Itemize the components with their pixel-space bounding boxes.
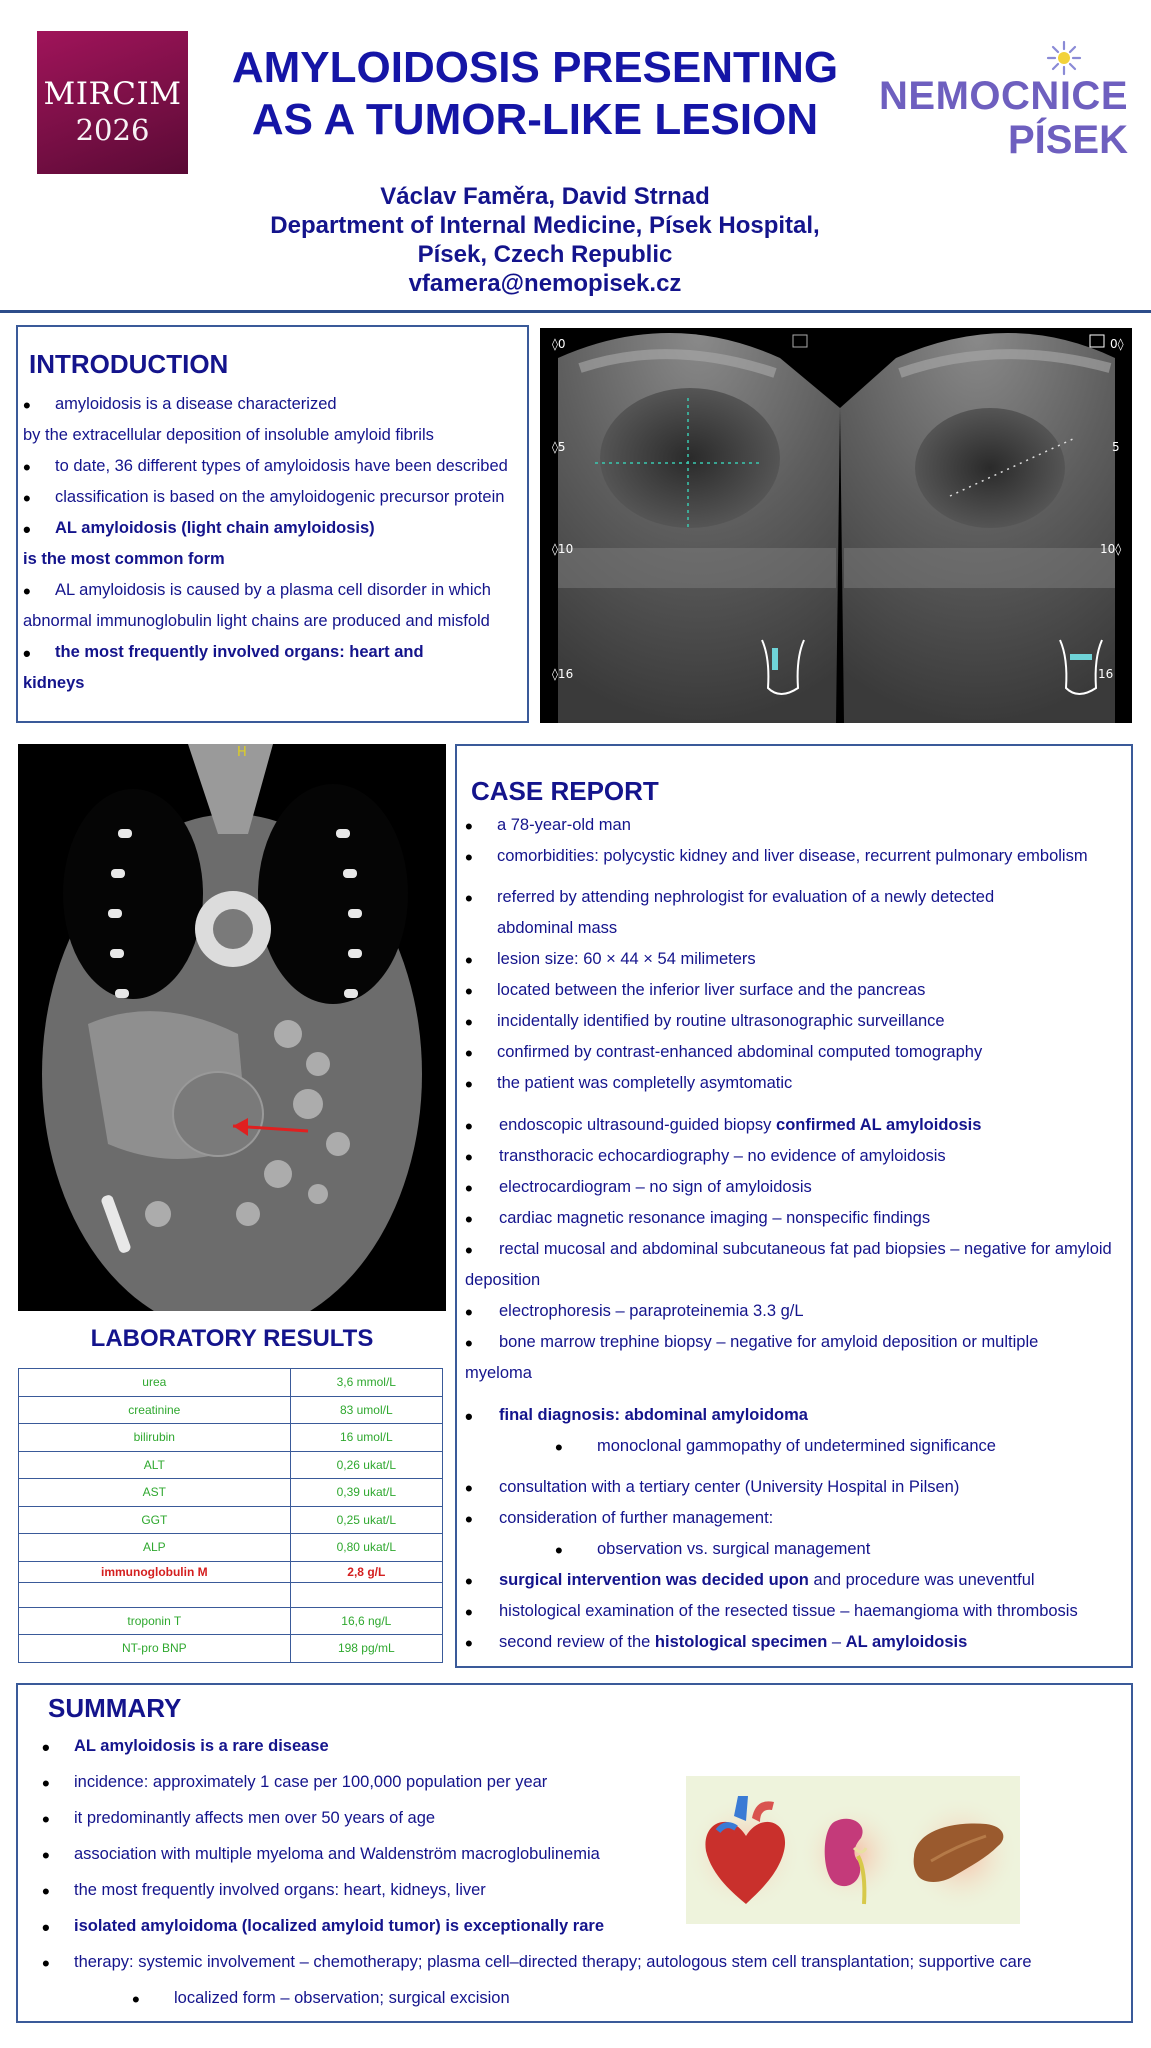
case-report-list: • a 78-year-old man • comorbidities: polycystic kidney and liver disease, recurrent pulmonary embolism • referred by attending nephrologist for evaluation of a newly detected abdominal mass • lesion size: 60 × 44 × 54 milimeters • located between the inferior liver surface and the pancreas • incidentally identified by routine ultrasonographic surveillance • confirmed by contrast-enhanced abdominal computed tomography • the patient was completelly asymtomatic • endoscopic ultrasound-guided biopsy confirmed AL amyloidosis • transthoracic echocardiography – no evidence of amyloidosis • electrocardiogram – no sign of amyloidosis • cardiac magnetic resonance imaging – nonspecific findings • rectal mucosal and abdominal subcutaneous fat pad biopsies – negative for amyloid deposition • electrophoresis – paraproteinemia 3.3 g/L • bone marrow trephine biopsy – negative for amyloid deposition or multiple myeloma • final diagnosis: abdominal amyloidoma • monoclonal gammopathy of undetermined significance • consultation with a tertiary center (University Hospital in Pilsen) • consideration of further management: • observation vs. surgical management • surgical intervention was decided upon and procedure was uneventful • histological examination of the resected tissue – haemangioma with thrombosis • second review of the histological specimen – AL amyloidosis (465, 814, 1112, 1656)
ultrasound-image (540, 328, 1132, 723)
lab-value: 0,25 ukat/L (290, 1506, 442, 1534)
depth-label: ◊0 (552, 337, 566, 351)
lab-value: 83 umol/L (290, 1396, 442, 1424)
title-line-1: AMYLOIDOSIS PRESENTING (231, 43, 839, 92)
depth-label: ◊10 (552, 542, 574, 556)
lab-value: 2,8 g/L (290, 1561, 442, 1582)
table-row (19, 1451, 443, 1479)
table-row (19, 1396, 443, 1424)
lab-value: 16 umol/L (290, 1424, 442, 1452)
flower-icon (1044, 38, 1084, 78)
lab-name: ALT (19, 1451, 291, 1479)
table-row (19, 1607, 443, 1635)
lab-value (290, 1582, 442, 1607)
lab-name: NT-pro BNP (19, 1635, 291, 1663)
table-row (19, 1479, 443, 1507)
lab-name: ALP (19, 1534, 291, 1562)
authors: Václav Faměra, David Strnad (380, 183, 710, 210)
location: Písek, Czech Republic (417, 241, 673, 268)
table-row (19, 1534, 443, 1562)
table-row (19, 1635, 443, 1663)
lab-value: 16,6 ng/L (290, 1607, 442, 1635)
lab-value: 3,6 mmol/L (290, 1369, 442, 1397)
table-row (19, 1424, 443, 1452)
depth-label: 5 (1112, 440, 1120, 454)
organ-illustration (686, 1776, 1020, 1924)
lab-value: 0,26 ukat/L (290, 1451, 442, 1479)
depth-label: ◊16 (552, 667, 574, 681)
table-row (19, 1369, 443, 1397)
introduction-list: • amyloidosis is a disease characterized by the extracellular deposition of insoluble amyloid fibrils • to date, 36 different types of amyloidosis have been described • classification is based on the amyloidogenic precursor protein • AL amyloidosis (light chain amyloidosis) is the most common form • AL amyloidosis is caused by a plasma cell disorder in which abnormal immunoglobulin light chains are produced and misfold • the most frequently involved organs: heart and kidneys (23, 393, 508, 692)
lab-value: 0,80 ukat/L (290, 1534, 442, 1562)
depth-label: 10◊ (1100, 542, 1122, 556)
introduction-panel (16, 325, 529, 723)
case-report-panel (455, 744, 1133, 1668)
laboratory-heading: LABORATORY RESULTS (90, 1325, 374, 1352)
mircim-logo (37, 31, 188, 174)
lab-value: 198 pg/mL (290, 1635, 442, 1663)
lab-name: GGT (19, 1506, 291, 1534)
lab-name (19, 1582, 291, 1607)
organ-icons (686, 1776, 1020, 1924)
hospital-logo-line-1: NEMOCNICE (879, 74, 1128, 118)
poster-title (205, 42, 865, 146)
table-row (19, 1582, 443, 1607)
lab-name: immunoglobulin M (19, 1561, 291, 1582)
author-block (150, 182, 940, 298)
email-link[interactable]: vfamera@nemopisek.cz (408, 270, 682, 297)
case-report-heading: CASE REPORT (471, 776, 659, 806)
header-divider (0, 310, 1151, 313)
summary-heading: SUMMARY (48, 1693, 182, 1723)
depth-label: ◊5 (552, 440, 566, 454)
lab-name: creatinine (19, 1396, 291, 1424)
ct-scan (18, 744, 446, 1311)
lab-name: bilirubin (19, 1424, 291, 1452)
summary-list: • AL amyloidosis is a rare disease • incidence: approximately 1 case per 100,000 population per year • it predominantly affects men over 50 years of age • association with multiple myeloma and Waldenström macroglobulinemia • the most frequently involved organs: heart, kidneys, liver • isolated amyloidoma (localized amyloid tumor) is exceptionally rare • therapy: systemic involvement – chemotherapy; plasma cell–directed therapy; autologous stem cell transplantation; supportive care • localized form – observation; surgical excision (42, 1735, 1032, 2012)
mircim-logo-name: MIRCIM (43, 76, 182, 112)
table-row (19, 1506, 443, 1534)
hospital-logo-line-2: PÍSEK (1007, 118, 1128, 162)
introduction-heading: INTRODUCTION (29, 349, 229, 379)
ct-scan-image (18, 744, 446, 1311)
hospital-logo (868, 38, 1128, 162)
ct-marker-label: H (237, 745, 247, 760)
mircim-logo-year: 2026 (75, 113, 150, 147)
table-row-abnormal (19, 1561, 443, 1582)
depth-label: 0◊ (1110, 337, 1124, 351)
lab-name: AST (19, 1479, 291, 1507)
lab-name: urea (19, 1369, 291, 1397)
lab-value: 0,39 ukat/L (290, 1479, 442, 1507)
depth-label: 16 (1098, 667, 1114, 681)
lab-name: troponin T (19, 1607, 291, 1635)
title-line-2: AS A TUMOR-LIKE LESION (251, 95, 819, 144)
laboratory-table (18, 1368, 443, 1663)
department: Department of Internal Medicine, Písek Hospital, (270, 212, 820, 239)
ultrasound-scan (540, 328, 1132, 723)
